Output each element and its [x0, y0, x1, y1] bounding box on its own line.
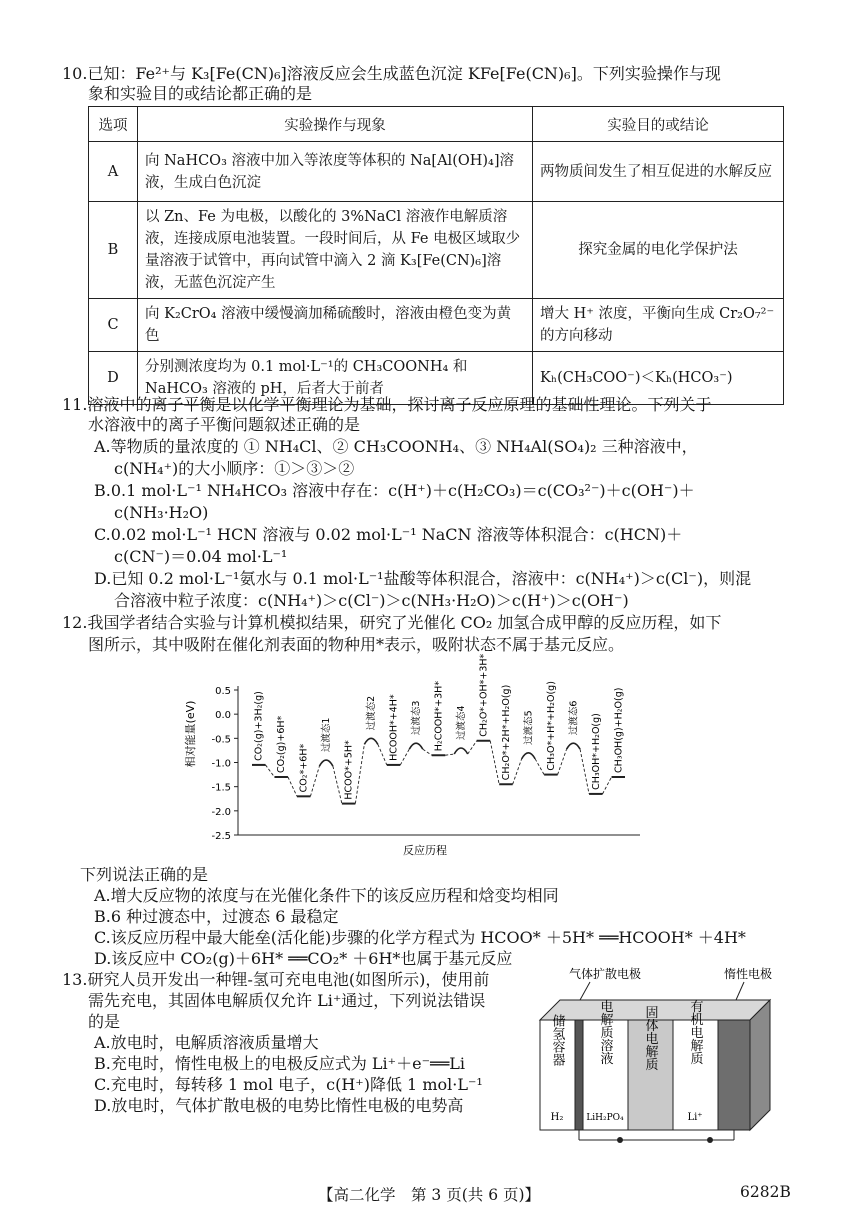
chart-state-label: HCOOH*+4H* [388, 694, 400, 761]
q13-option-d: D.放电时，气体扩散电极的电势比惰性电极的电势高 [94, 1096, 464, 1115]
box-hydrogen-sub: H₂ [550, 1112, 564, 1123]
table-row [89, 142, 784, 202]
chart-connector [513, 759, 522, 784]
chart-y-tick-label: -1.0 [211, 758, 231, 770]
chart-transition-state [364, 738, 377, 744]
chart-connector [535, 759, 544, 775]
table-cell-conclusion: 探究金属的电化学保护法 [533, 202, 784, 299]
page-footer: 【高二化学 第 3 页(共 6 页)】 [318, 1186, 541, 1204]
box-solid-electrolyte-label: 固体电解质 [642, 1005, 658, 1071]
chart-transition-state [454, 748, 467, 754]
chart-state-label: CH₃OH*+H₂O(g) [590, 713, 602, 790]
q11-option-d-cont: 合溶液中粒子浓度：c(NH₄⁺)＞c(Cl⁻)＞c(NH₃·H₂O)＞c(H⁺)＞c(OH⁻) [114, 591, 629, 610]
chart-connector [490, 741, 499, 785]
q12-option-a: A.增大反应物的浓度与在光催化条件下的该反应历程和焓变均相同 [94, 886, 559, 905]
q11-option-c: C.0.02 mol·L⁻¹ HCN 溶液与 0.02 mol·L⁻¹ NaCN 溶液等体积混合：c(HCN)＋ [94, 525, 683, 544]
table-header: 选项 [89, 107, 138, 142]
q10-table [88, 106, 784, 405]
table-cell-operation: 向 K₂CrO₄ 溶液中缓慢滴加稀硫酸时，溶液由橙色变为黄色 [138, 299, 533, 352]
inert-electrode-label: 惰性电极 [723, 967, 773, 981]
chart-transition-state [319, 760, 332, 766]
q11-stem-line2: 水溶液中的离子平衡问题叙述正确的是 [88, 415, 361, 434]
table-row [89, 202, 784, 299]
q12-stem-line2: 图所示，其中吸附在催化剂表面的物种用*表示，吸附状态不属于基元反应。 [88, 635, 625, 654]
table-header: 实验目的或结论 [533, 107, 784, 142]
chart-connector [603, 777, 612, 794]
chart-state-label: HCOO*+5H* [343, 740, 355, 800]
q13-option-c: C.充电时，每转移 1 mol 电子，c(H⁺)降低 1 mol·L⁻¹ [94, 1075, 483, 1094]
chart-connector [558, 749, 567, 774]
chart-connector [288, 777, 297, 796]
table-row [89, 299, 784, 352]
battery-diagram [530, 960, 790, 1150]
q13-option-b: B.充电时，惰性电极上的电极反应式为 Li⁺＋e⁻══Li [94, 1054, 466, 1073]
box-electrolyte-solution-label: 电解质溶液 [597, 999, 613, 1065]
q13-stem-line2: 需先充电，其固体电解质仅允许 Li⁺通过，下列说法错误 [88, 991, 486, 1010]
chart-state-label: 过渡态4 [455, 705, 467, 740]
q10-stem-line2: 象和实验目的或结论都正确的是 [88, 84, 313, 103]
table-cell-operation: 以 Zn、Fe 为电极，以酸化的 3%NaCl 溶液作电解质溶液，连接成原电池装置。一段时间后，从 Fe 电极区域取少量溶液于试管中，再向试管中滴入 2 滴 K₃[Fe(CN)₆]溶液，无蓝色沉淀产生 [138, 202, 533, 299]
chart-y-tick-label: 0.0 [215, 710, 231, 722]
chart-connector [265, 765, 274, 777]
q12-option-d: D.该反应中 CO₂(g)＋6H* ══CO₂* ＋6H*也属于基元反应 [94, 949, 513, 968]
table-cell-conclusion: 两物质间发生了相互促进的水解反应 [533, 142, 784, 202]
table-cell-option: C [89, 299, 138, 352]
q13-stem-line1: 13.研究人员开发出一种锂-氢可充电电池(如图所示)，使用前 [62, 970, 490, 989]
chart-x-axis-label: 反应历程 [403, 844, 447, 857]
chart-y-tick-label: -0.5 [211, 734, 231, 746]
chart-connector [333, 766, 342, 804]
energy-profile-chart [180, 640, 650, 862]
chart-y-axis-label: 相对能量(eV) [184, 700, 197, 768]
terminal-dot-right [707, 1137, 713, 1143]
q11-option-b: B.0.1 mol·L⁻¹ NH₄HCO₃ 溶液中存在：c(H⁺)＋c(H₂CO₃)＝c(CO₃²⁻)＋c(OH⁻)＋ [94, 481, 695, 500]
box-hydrogen-container-label: 储氢容器 [549, 1014, 565, 1066]
q13-option-a: A.放电时，电解质溶液质量增大 [94, 1033, 319, 1052]
table-cell-option: B [89, 202, 138, 299]
chart-connector [355, 744, 364, 803]
chart-state-label: CH₃OH(g)+H₂O(g) [613, 687, 625, 773]
box-electrolyte-sub: LiH₂PO₄ [586, 1113, 624, 1123]
chart-y-tick-label: 0.5 [215, 686, 231, 697]
q10-stem-line1: 10.已知：Fe²⁺与 K₃[Fe(CN)₆]溶液反应会生成蓝色沉淀 KFe[Fe(CN)₆]。下列实验操作与现 [62, 64, 721, 83]
chart-connector [378, 744, 387, 765]
q11-stem-line1: 11.溶液中的离子平衡是以化学平衡理论为基础，探讨离子反应原理的基础性理论。下列关于 [62, 395, 712, 414]
table-cell-operation: 分别测浓度均为 0.1 mol·L⁻¹的 CH₃COONH₄ 和 NaHCO₃ 溶液的 pH，后者大于前者 [138, 352, 533, 405]
chart-state-label: CH₃O*+H*+H₂O(g) [545, 681, 557, 771]
box-organic-electrolyte-label: 有机电解质 [687, 999, 703, 1065]
paper-code: 6282B [740, 1183, 791, 1201]
inert-electrode-pointer [736, 982, 744, 1000]
chart-state-label: CO₂(g)+6H* [276, 715, 288, 773]
chart-connector [468, 741, 477, 754]
q11-option-b-cont: c(NH₃·H₂O) [114, 503, 209, 522]
q11-option-d: D.已知 0.2 mol·L⁻¹氨水与 0.1 mol·L⁻¹盐酸等体积混合，溶液中：c(NH₄⁺)＞c(Cl⁻)，则混 [94, 569, 752, 588]
chart-state-labels [254, 653, 625, 799]
chart-state-label: 过渡态6 [568, 700, 580, 736]
q11-option-c-cont: c(CN⁻)＝0.04 mol·L⁻¹ [114, 547, 288, 566]
chart-state-label: CH₂O*+2H*+H₂O(g) [500, 684, 512, 781]
chart-y-tick-label: -2.5 [211, 831, 231, 842]
chart-state-label: H₂COOH*+3H* [433, 680, 445, 752]
chart-state-label: 过渡态1 [321, 717, 333, 753]
q11-option-a: A.等物质的量浓度的 ① NH₄Cl、② CH₃COONH₄、③ NH₄Al(SO₄)₂ 三种溶液中， [94, 437, 698, 456]
q12-question: 下列说法正确的是 [80, 865, 209, 884]
inert-electrode [718, 1020, 750, 1130]
gas-electrode-pointer [580, 982, 590, 1000]
q11-option-a-cont: c(NH₄⁺)的大小顺序：①＞③＞② [114, 459, 355, 478]
table-cell-option: D [89, 352, 138, 405]
box-organic-sub: Li⁺ [687, 1112, 703, 1123]
chart-connector [400, 749, 409, 765]
table-cell-operation: 向 NaHCO₃ 溶液中加入等浓度等体积的 Na[Al(OH)₄]溶液，生成白色沉淀 [138, 142, 533, 202]
q12-option-c: C.该反应历程中最大能垒(活化能)步骤的化学方程式为 HCOO* ＋5H* ══HCOOH* ＋4H* [94, 928, 746, 947]
table-header-row [89, 107, 784, 142]
chart-connector [423, 749, 432, 755]
table-cell-conclusion: 增大 H⁺ 浓度，平衡向生成 Cr₂O₇²⁻ 的方向移动 [533, 299, 784, 352]
chart-transition-state [522, 753, 535, 759]
gas-diffusion-electrode [575, 1020, 583, 1130]
gas-diffusion-electrode-label: 气体扩散电极 [568, 967, 642, 981]
q12-stem-line1: 12.我国学者结合实验与计算机模拟结果，研究了光催化 CO₂ 加氢合成甲醇的反应历程，如下 [62, 613, 722, 632]
chart-state-label: 过渡态2 [366, 695, 378, 731]
table-header: 实验操作与现象 [138, 107, 533, 142]
chart-transition-state [409, 743, 422, 749]
chart-connector [580, 749, 589, 794]
battery-side-face [750, 1000, 770, 1130]
terminal-dot-left [617, 1137, 623, 1143]
chart-connector [445, 754, 454, 755]
chart-state-label: 过渡态3 [411, 700, 423, 736]
chart-connector [310, 766, 319, 796]
chart-transition-state [567, 743, 580, 749]
q13-stem-line3: 的是 [88, 1012, 121, 1031]
table-cell-option: A [89, 142, 138, 202]
chart-state-label: 过渡态5 [523, 710, 535, 745]
table-cell-conclusion: Kₕ(CH₃COO⁻)＜Kₕ(HCO₃⁻) [533, 352, 784, 405]
chart-y-tick-label: -1.5 [211, 782, 231, 794]
chart-state-label: CO₂(g)+3H₂(g) [253, 691, 265, 761]
q12-option-b: B.6 种过渡态中，过渡态 6 最稳定 [94, 907, 339, 926]
chart-state-label: CH₂O*+OH*+3H* [478, 653, 490, 737]
chart-y-tick-label: -2.0 [211, 806, 231, 818]
chart-state-label: CO₂*+6H* [298, 743, 310, 793]
